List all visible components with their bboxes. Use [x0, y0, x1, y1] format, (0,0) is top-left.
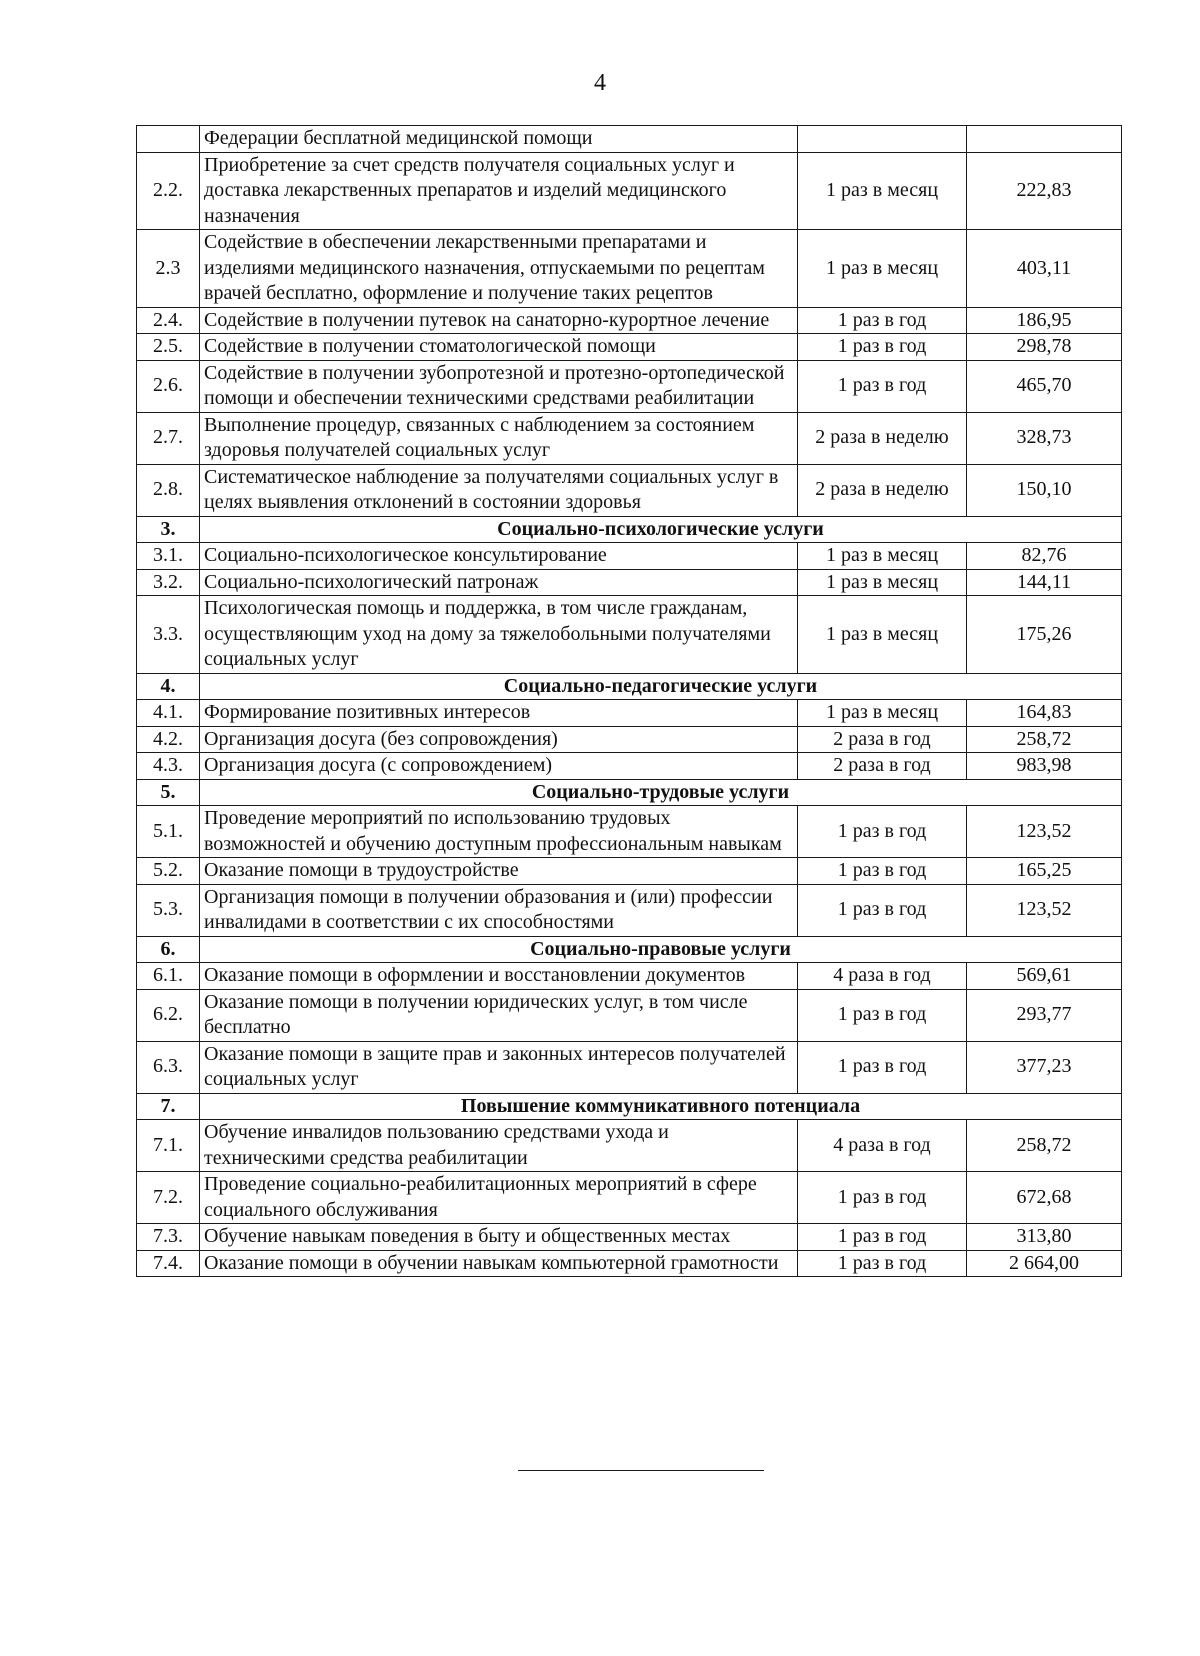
table-row — [137, 543, 1122, 570]
service-name: Содействие в получении стоматологической помощи — [200, 334, 798, 361]
service-price: 144,11 — [967, 569, 1122, 596]
service-name: Организация досуга (с сопровождением) — [200, 753, 798, 780]
section-header-row — [137, 1093, 1122, 1120]
table-row — [137, 569, 1122, 596]
item-number: 7.2. — [137, 1172, 200, 1224]
table-row — [137, 1041, 1122, 1093]
item-number: 7.1. — [137, 1120, 200, 1172]
item-number: 6.3. — [137, 1041, 200, 1093]
table-row — [137, 126, 1122, 153]
item-number: 4.2. — [137, 726, 200, 753]
section-title: Повышение коммуникативного потенциала — [200, 1093, 1122, 1120]
services-table — [136, 125, 1122, 1277]
service-name: Обучение навыкам поведения в быту и общественных местах — [200, 1224, 798, 1251]
service-name: Проведение мероприятий по использованию трудовых возможностей и обучению доступным профессиональным навыкам — [200, 806, 798, 858]
section-number: 6. — [137, 936, 200, 963]
table-row — [137, 700, 1122, 727]
services-table-body — [137, 126, 1122, 1277]
item-number: 2.6. — [137, 360, 200, 412]
service-name: Выполнение процедур, связанных с наблюдением за состоянием здоровья получателей социальных услуг — [200, 412, 798, 464]
item-number: 5.1. — [137, 806, 200, 858]
section-number: 7. — [137, 1093, 200, 1120]
service-frequency: 1 раз в год — [798, 1041, 967, 1093]
service-name: Содействие в получении путевок на санаторно-курортное лечение — [200, 307, 798, 334]
service-price: 186,95 — [967, 307, 1122, 334]
service-name: Социально-психологическое консультирование — [200, 543, 798, 570]
service-price: 298,78 — [967, 334, 1122, 361]
table-row — [137, 726, 1122, 753]
service-price: 222,83 — [967, 152, 1122, 230]
service-frequency: 1 раз в год — [798, 989, 967, 1041]
item-number: 3.2. — [137, 569, 200, 596]
table-row — [137, 412, 1122, 464]
table-row — [137, 989, 1122, 1041]
item-number: 4.3. — [137, 753, 200, 780]
service-frequency: 1 раз в месяц — [798, 152, 967, 230]
table-row — [137, 464, 1122, 516]
service-price: 328,73 — [967, 412, 1122, 464]
service-frequency: 2 раза в год — [798, 726, 967, 753]
service-frequency: 2 раза в неделю — [798, 464, 967, 516]
service-price: 150,10 — [967, 464, 1122, 516]
service-name: Федерации бесплатной медицинской помощи — [200, 126, 798, 153]
item-number: 7.4. — [137, 1250, 200, 1277]
service-name: Обучение инвалидов пользованию средствами ухода и техническими средства реабилитации — [200, 1120, 798, 1172]
service-price: 569,61 — [967, 963, 1122, 990]
item-number: 3.3. — [137, 596, 200, 674]
table-row — [137, 753, 1122, 780]
item-number: 2.3 — [137, 230, 200, 308]
service-name: Организация помощи в получении образования и (или) профессии инвалидами в соответствии с их способностями — [200, 884, 798, 936]
section-title: Социально-правовые услуги — [200, 936, 1122, 963]
table-row — [137, 806, 1122, 858]
service-price: 123,52 — [967, 806, 1122, 858]
service-frequency: 1 раз в месяц — [798, 569, 967, 596]
closing-line — [518, 1470, 764, 1471]
service-name: Оказание помощи в оформлении и восстановлении документов — [200, 963, 798, 990]
service-name: Формирование позитивных интересов — [200, 700, 798, 727]
table-row — [137, 1120, 1122, 1172]
service-price: 377,23 — [967, 1041, 1122, 1093]
service-frequency: 1 раз в год — [798, 1172, 967, 1224]
item-number: 2.4. — [137, 307, 200, 334]
section-title: Социально-трудовые услуги — [200, 779, 1122, 806]
page-number: 4 — [594, 70, 606, 96]
service-name: Психологическая помощь и поддержка, в том числе гражданам, осуществляющим уход на дому за тяжелобольными получателями социальных услуг — [200, 596, 798, 674]
table-row — [137, 1224, 1122, 1251]
service-frequency: 1 раз в год — [798, 884, 967, 936]
table-row — [137, 230, 1122, 308]
item-number: 6.2. — [137, 989, 200, 1041]
section-header-row — [137, 516, 1122, 543]
service-frequency: 1 раз в год — [798, 360, 967, 412]
service-frequency: 2 раза в год — [798, 753, 967, 780]
table-row — [137, 884, 1122, 936]
table-row — [137, 1172, 1122, 1224]
service-name: Оказание помощи в трудоустройстве — [200, 858, 798, 885]
section-header-row — [137, 779, 1122, 806]
table-row — [137, 596, 1122, 674]
item-number: 3.1. — [137, 543, 200, 570]
item-number: 5.3. — [137, 884, 200, 936]
service-name: Приобретение за счет средств получателя социальных услуг и доставка лекарственных препаратов и изделий медицинского назначения — [200, 152, 798, 230]
service-price: 2 664,00 — [967, 1250, 1122, 1277]
service-price: 465,70 — [967, 360, 1122, 412]
item-number: 4.1. — [137, 700, 200, 727]
service-frequency: 1 раз в месяц — [798, 543, 967, 570]
section-number: 4. — [137, 673, 200, 700]
service-frequency: 1 раз в год — [798, 1224, 967, 1251]
service-frequency: 1 раз в год — [798, 334, 967, 361]
section-header-row — [137, 673, 1122, 700]
section-number: 5. — [137, 779, 200, 806]
service-price: 175,26 — [967, 596, 1122, 674]
table-row — [137, 858, 1122, 885]
service-price — [967, 126, 1122, 153]
service-price: 672,68 — [967, 1172, 1122, 1224]
table-row — [137, 334, 1122, 361]
table-row — [137, 307, 1122, 334]
service-name: Оказание помощи в получении юридических услуг, в том числе бесплатно — [200, 989, 798, 1041]
section-number: 3. — [137, 516, 200, 543]
service-frequency: 1 раз в год — [798, 1250, 967, 1277]
item-number: 5.2. — [137, 858, 200, 885]
service-price: 82,76 — [967, 543, 1122, 570]
service-frequency: 1 раз в год — [798, 806, 967, 858]
section-title: Социально-педагогические услуги — [200, 673, 1122, 700]
service-price: 313,80 — [967, 1224, 1122, 1251]
service-price: 258,72 — [967, 726, 1122, 753]
service-frequency: 1 раз в месяц — [798, 700, 967, 727]
service-name: Организация досуга (без сопровождения) — [200, 726, 798, 753]
service-frequency: 4 раза в год — [798, 1120, 967, 1172]
section-title: Социально-психологические услуги — [200, 516, 1122, 543]
item-number: 7.3. — [137, 1224, 200, 1251]
service-name: Содействие в обеспечении лекарственными препаратами и изделиями медицинского назначения, отпускаемыми по рецептам врачей бесплатно, оформление и получение таких рецептов — [200, 230, 798, 308]
service-frequency: 1 раз в месяц — [798, 230, 967, 308]
item-number — [137, 126, 200, 153]
service-name: Оказание помощи в обучении навыкам компьютерной грамотности — [200, 1250, 798, 1277]
item-number: 2.5. — [137, 334, 200, 361]
service-price: 293,77 — [967, 989, 1122, 1041]
table-row — [137, 360, 1122, 412]
service-frequency: 1 раз в год — [798, 858, 967, 885]
table-row — [137, 963, 1122, 990]
service-price: 983,98 — [967, 753, 1122, 780]
table-row — [137, 1250, 1122, 1277]
item-number: 6.1. — [137, 963, 200, 990]
service-name: Оказание помощи в защите прав и законных интересов получателей социальных услуг — [200, 1041, 798, 1093]
service-frequency: 2 раза в неделю — [798, 412, 967, 464]
service-name: Социально-психологический патронаж — [200, 569, 798, 596]
service-frequency: 4 раза в год — [798, 963, 967, 990]
item-number: 2.7. — [137, 412, 200, 464]
service-frequency — [798, 126, 967, 153]
service-price: 123,52 — [967, 884, 1122, 936]
service-frequency: 1 раз в год — [798, 307, 967, 334]
service-price: 164,83 — [967, 700, 1122, 727]
service-name: Систематическое наблюдение за получателями социальных услуг в целях выявления отклонений в состоянии здоровья — [200, 464, 798, 516]
service-name: Содействие в получении зубопротезной и протезно-ортопедической помощи и обеспечении техническими средствами реабилитации — [200, 360, 798, 412]
service-price: 258,72 — [967, 1120, 1122, 1172]
item-number: 2.2. — [137, 152, 200, 230]
service-price: 165,25 — [967, 858, 1122, 885]
service-frequency: 1 раз в месяц — [798, 596, 967, 674]
item-number: 2.8. — [137, 464, 200, 516]
service-name: Проведение социально-реабилитационных мероприятий в сфере социального обслуживания — [200, 1172, 798, 1224]
table-row — [137, 152, 1122, 230]
service-price: 403,11 — [967, 230, 1122, 308]
section-header-row — [137, 936, 1122, 963]
